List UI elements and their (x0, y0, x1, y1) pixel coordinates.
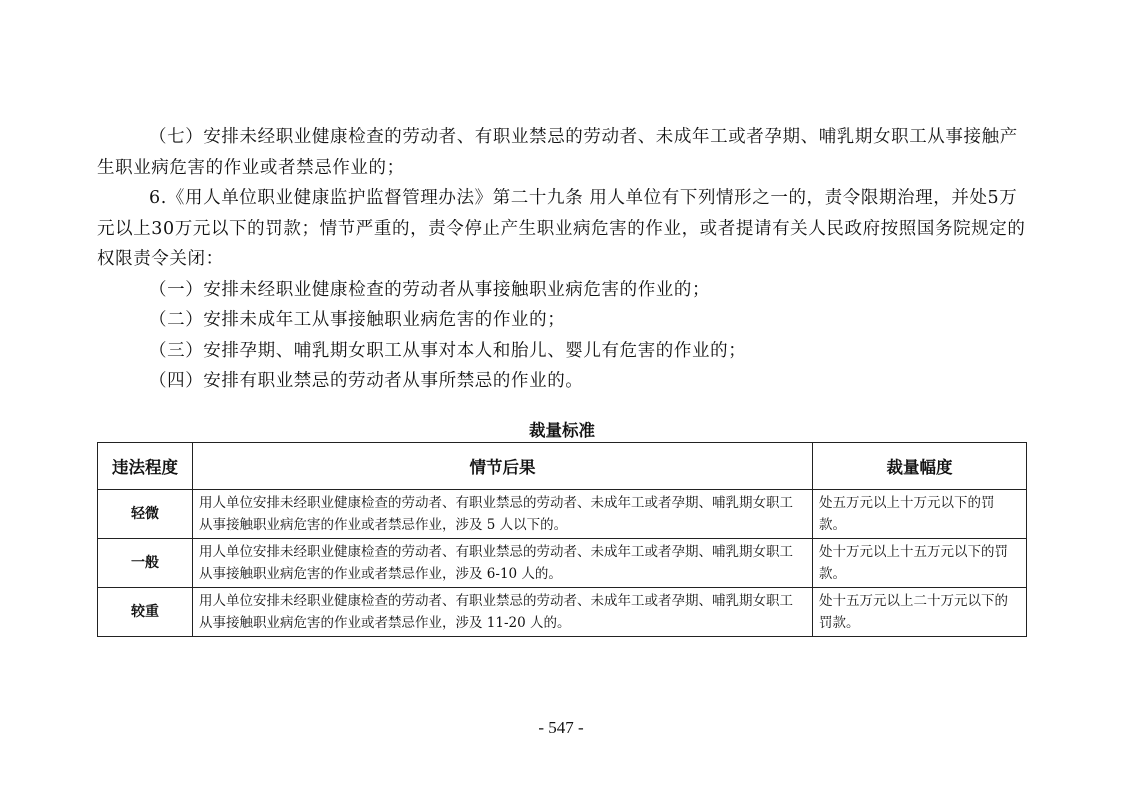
table-row (98, 588, 1027, 637)
header-violation-level: 违法程度 (98, 443, 193, 490)
document-body (97, 122, 1027, 397)
list-item: （二）安排未成年工从事接触职业病危害的作业的； (149, 310, 566, 330)
list-item: （三）安排孕期、哺乳期女职工从事对本人和胎儿、婴儿有危害的作业的； (149, 340, 747, 361)
consequence-cell: 用人单位安排未经职业健康检查的劳动者、有职业禁忌的劳动者、未成年工或者孕期、哺乳期女职工从事接触职业病危害的作业或者禁忌作业，涉及 6-10 人的。 (193, 539, 813, 588)
discretion-standard-table (97, 442, 1027, 637)
paragraph-item-seven: （七）安排未经职业健康检查的劳动者、有职业禁忌的劳动者、未成年工或者孕期、哺乳期女职工从事接触产生职业病危害的作业或者禁忌作业的； (97, 127, 1018, 178)
table-row (98, 490, 1027, 539)
paragraph-article-29: 6.《用人单位职业健康监护监督管理办法》第二十九条 用人单位有下列情形之一的，责令限期治理，并处5万元以上30万元以下的罚款；情节严重的，责令停止产生职业病危害的作业，或者提请有关人民政府按照国务院规定的权限责令关闭： (97, 188, 1026, 269)
header-penalty-range: 裁量幅度 (813, 443, 1027, 490)
violation-level-cell: 一般 (98, 539, 193, 588)
consequence-cell: 用人单位安排未经职业健康检查的劳动者、有职业禁忌的劳动者、未成年工或者孕期、哺乳期女职工从事接触职业病危害的作业或者禁忌作业，涉及 5 人以下的。 (193, 490, 813, 539)
list-item: （一）安排未经职业健康检查的劳动者从事接触职业病危害的作业的； (149, 279, 711, 300)
list-item: （四）安排有职业禁忌的劳动者从事所禁忌的作业的。 (149, 371, 584, 391)
table-header-row (98, 443, 1027, 490)
penalty-cell: 处十五万元以上二十万元以下的罚款。 (813, 588, 1027, 637)
table-title: 裁量标准 (529, 421, 595, 440)
page-number: - 547 - (538, 718, 584, 737)
table-row (98, 539, 1027, 588)
consequence-cell: 用人单位安排未经职业健康检查的劳动者、有职业禁忌的劳动者、未成年工或者孕期、哺乳期女职工从事接触职业病危害的作业或者禁忌作业，涉及 11-20 人的。 (193, 588, 813, 637)
violation-level-cell: 轻微 (98, 490, 193, 539)
penalty-cell: 处十万元以上十五万元以下的罚款。 (813, 539, 1027, 588)
violation-level-cell: 较重 (98, 588, 193, 637)
penalty-cell: 处五万元以上十万元以下的罚款。 (813, 490, 1027, 539)
header-consequence: 情节后果 (193, 443, 813, 490)
